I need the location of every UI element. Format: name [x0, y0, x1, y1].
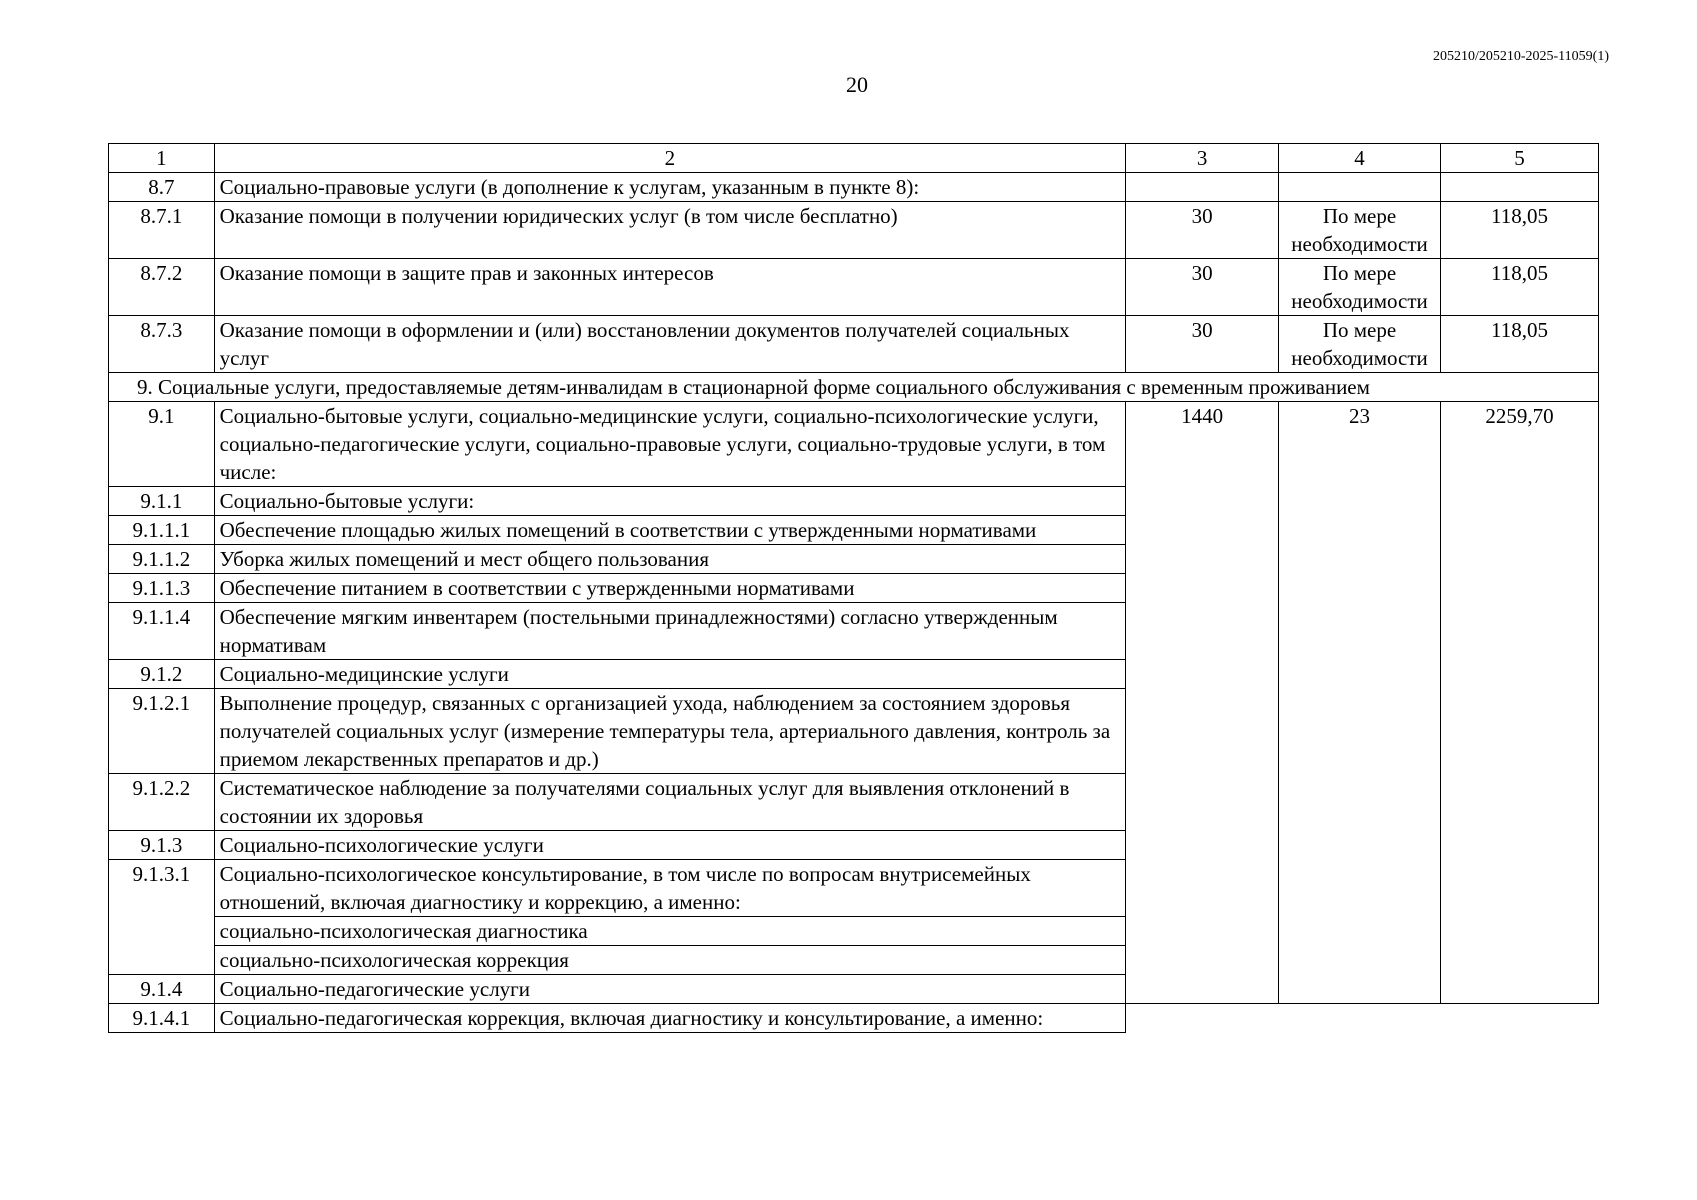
table-row [109, 402, 1599, 487]
row-text: Оказание помощи в получении юридических услуг (в том числе бесплатно) [214, 202, 1126, 259]
row-number: 8.7.1 [109, 202, 215, 259]
row-number: 8.7 [109, 173, 215, 202]
services-table [108, 143, 1599, 1033]
row-text: Выполнение процедур, связанных с организацией ухода, наблюдением за состоянием здоровья получателей социальных услуг (измерение температуры тела, артериального давления, контроль за приемом лекарственных препаратов и др.) [214, 689, 1126, 774]
row-number: 9.1.2 [109, 660, 215, 689]
row-col4-value [1279, 259, 1441, 316]
row-col5-value: 118,05 [1441, 202, 1599, 259]
section-9-heading: 9. Социальные услуги, предоставляемые детям-инвалидам в стационарной форме социального обслуживания с временным проживанием [109, 373, 1599, 402]
col4-line2: необходимости [1291, 232, 1428, 256]
row-number: 9.1.4 [109, 975, 215, 1004]
row-number: 9.1.1.4 [109, 603, 215, 660]
row-text: Социально-психологические услуги [214, 831, 1126, 860]
row-text: Социально-психологическое консультирование, в том числе по вопросам внутрисемейных отношений, включая диагностику и коррекцию, а именно: [214, 860, 1126, 917]
page-number: 20 [846, 72, 868, 97]
row-number: 8.7.3 [109, 316, 215, 373]
row-text: Социально-правовые услуги (в дополнение к услугам, указанным в пункте 8): [214, 173, 1126, 202]
row-text: Социально-педагогические услуги [214, 975, 1126, 1004]
row-col5-value: 118,05 [1441, 316, 1599, 373]
col4-line2: необходимости [1291, 346, 1428, 370]
table-row [109, 259, 1599, 316]
row-text: Оказание помощи в оформлении и (или) восстановлении документов получателей социальных услуг [214, 316, 1126, 373]
row-text: социально-психологическая диагностика [214, 917, 1126, 946]
row-col5-value: 118,05 [1441, 259, 1599, 316]
header-col-3: 3 [1126, 144, 1279, 173]
row-col4-value: 23 [1279, 402, 1441, 1004]
col4-line2: необходимости [1291, 289, 1428, 313]
col4-line1: По мере [1322, 318, 1397, 342]
row-col3-value: 30 [1126, 202, 1279, 259]
row-text: Социально-бытовые услуги: [214, 487, 1126, 516]
row-text: Социально-педагогическая коррекция, включая диагностику и консультирование, а именно: [214, 1004, 1126, 1033]
row-number: 9.1.2.2 [109, 774, 215, 831]
row-text: Оказание помощи в защите прав и законных интересов [214, 259, 1126, 316]
table-row [109, 173, 1599, 202]
document-id: 205210/205210-2025-11059(1) [1432, 49, 1609, 64]
row-number: 8.7.2 [109, 259, 215, 316]
row-text: Обеспечение питанием в соответствии с утвержденными нормативами [214, 574, 1126, 603]
row-number: 9.1.1.1 [109, 516, 215, 545]
table-header-row [109, 144, 1599, 173]
header-col-1: 1 [109, 144, 215, 173]
section-row [109, 373, 1599, 402]
col4-line1: По мере [1322, 261, 1397, 285]
row-text: Уборка жилых помещений и мест общего пользования [214, 545, 1126, 574]
row-col4-value [1279, 202, 1441, 259]
row-number: 9.1 [109, 402, 215, 487]
table-row [109, 202, 1599, 259]
row-text: Систематическое наблюдение за получателями социальных услуг для выявления отклонений в состоянии их здоровья [214, 774, 1126, 831]
row-number: 9.1.1.2 [109, 545, 215, 574]
row-number: 9.1.3.1 [109, 860, 215, 975]
row-text: социально-психологическая коррекция [214, 946, 1126, 975]
row-text: Социально-бытовые услуги, социально-медицинские услуги, социально-психологические услуги, социально-педагогические услуги, социально-правовые услуги, социально-трудовые услуги, в том числе: [214, 402, 1126, 487]
table-row [109, 316, 1599, 373]
row-col4-value [1279, 316, 1441, 373]
col4-line1: По мере [1322, 204, 1397, 228]
row-number: 9.1.1.3 [109, 574, 215, 603]
header-col-4: 4 [1279, 144, 1441, 173]
row-number: 9.1.1 [109, 487, 215, 516]
row-col3-value: 30 [1126, 316, 1279, 373]
row-col3-value: 30 [1126, 259, 1279, 316]
table-row [109, 1004, 1599, 1033]
row-col3-value: 1440 [1126, 402, 1279, 1004]
row-text: Обеспечение площадью жилых помещений в соответствии с утвержденными нормативами [214, 516, 1126, 545]
header-col-5: 5 [1441, 144, 1599, 173]
row-text: Обеспечение мягким инвентарем (постельными принадлежностями) согласно утвержденным нормативам [214, 603, 1126, 660]
row-number: 9.1.3 [109, 831, 215, 860]
row-text: Социально-медицинские услуги [214, 660, 1126, 689]
row-number: 9.1.4.1 [109, 1004, 215, 1033]
row-col5-value: 2259,70 [1441, 402, 1599, 1004]
header-col-2: 2 [214, 144, 1126, 173]
row-number: 9.1.2.1 [109, 689, 215, 774]
